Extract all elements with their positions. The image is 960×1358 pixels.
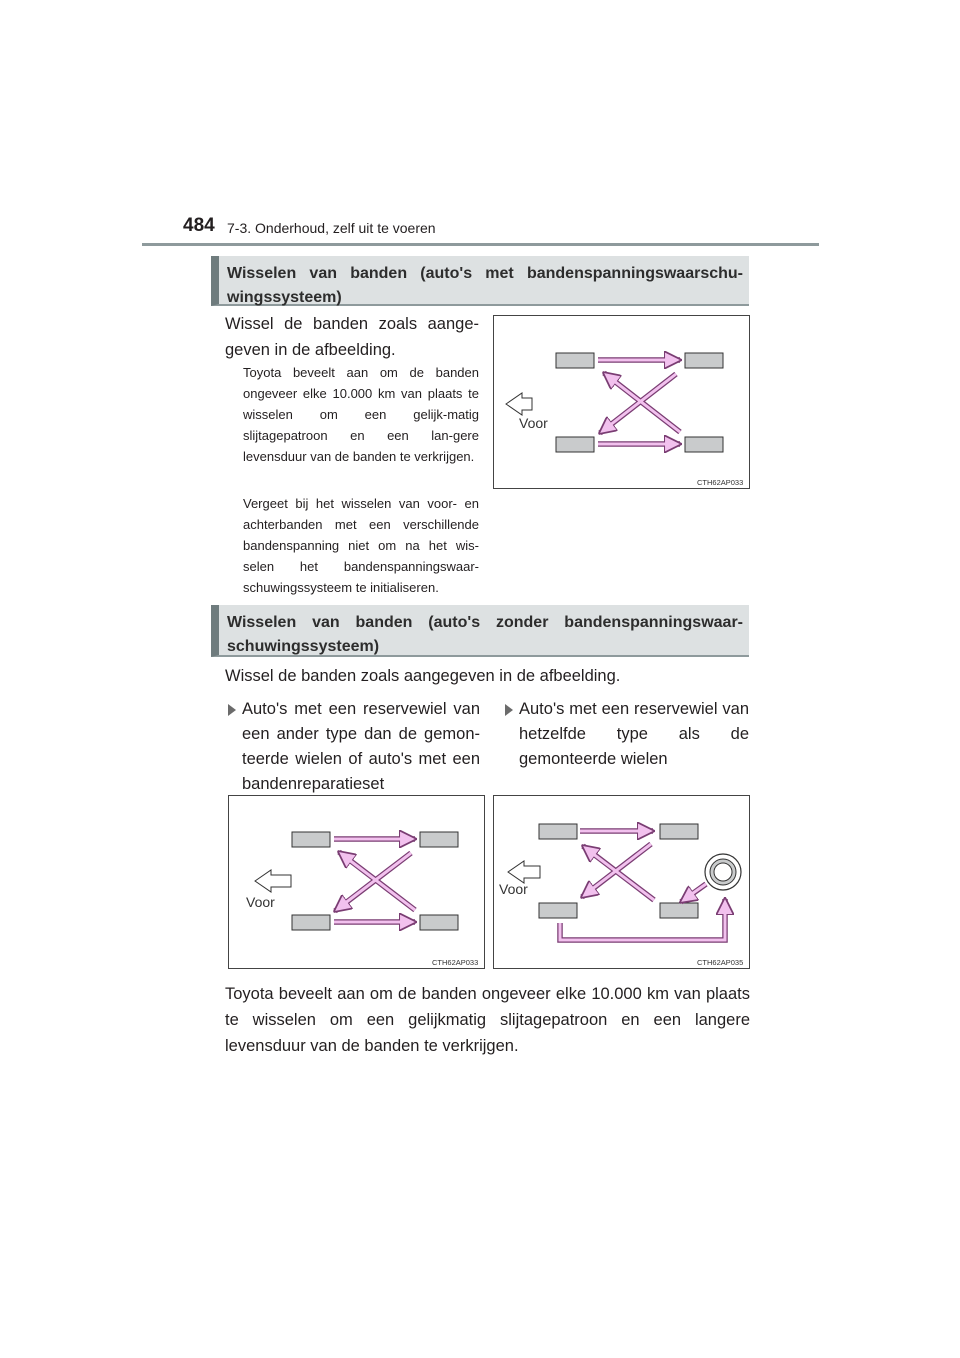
- section-heading-without-tpms: Wisselen van banden (auto's zonder bandenspanningswaar-schuwingssysteem): [211, 605, 749, 657]
- tire-front-right: [660, 824, 698, 839]
- section1-note-interval: Toyota beveelt aan om de banden ongeveer elke 10.000 km van plaats te wisselen om een gelijk-matig slijtagepatroon en een lan-gere levensduur van de banden te verkrijgen.: [243, 365, 479, 464]
- section2-intro: Wissel de banden zoals aangegeven in de afbeelding.: [225, 667, 621, 685]
- section1-intro: Wissel de banden zoals aange-geven in de afbeelding.: [225, 315, 479, 359]
- tire-rear-left: [539, 903, 577, 918]
- bullet-triangle-icon: [505, 704, 513, 716]
- rotation-diagram-tpms: [493, 315, 750, 489]
- tire-front-left: [539, 824, 577, 839]
- tire-rear-right: [420, 915, 458, 930]
- chapter-title: 7-3. Onderhoud, zelf uit te voeren: [227, 220, 436, 236]
- figure-code: CTH62AP035: [697, 958, 744, 967]
- tire-front-right: [685, 353, 723, 368]
- figure-code: CTH62AP033: [432, 958, 479, 967]
- section-heading-with-tpms: Wisselen van banden (auto's met bandenspanningswaarschu-wingssysteem): [211, 256, 749, 306]
- tire-rear-right: [660, 903, 698, 918]
- tire-front-right: [420, 832, 458, 847]
- rotation-diagram-different-spare: [228, 795, 485, 969]
- tire-rear-left: [292, 915, 330, 930]
- rotation-diagram-same-spare: [493, 795, 750, 969]
- tire-front-left: [556, 353, 594, 368]
- section2-closing: Toyota beveelt aan om de banden ongeveer elke 10.000 km van plaats te wisselen om een gelijkmatig slijtagepatroon en een langere levensduur van de banden te verkrijgen.: [225, 985, 750, 1055]
- tire-front-left: [292, 832, 330, 847]
- tire-rear-right: [685, 437, 723, 452]
- front-direction-arrow-icon: [506, 393, 532, 415]
- figure-code: CTH62AP033: [697, 478, 744, 487]
- section1-note-tpms: Vergeet bij het wisselen van voor- en achterbanden met een verschillende bandenspanning niet om na het wis-selen het bandenspanningswaar-schuwingssysteem te initialiseren.: [243, 496, 479, 595]
- option-same-spare: Auto's met een reservewiel van hetzelfde type als de gemonteerde wielen: [505, 697, 749, 772]
- bullet-triangle-icon: [228, 704, 236, 716]
- header-rule: [142, 243, 819, 246]
- front-direction-arrow-icon: [255, 870, 291, 892]
- spare-wheel-icon: [705, 854, 741, 890]
- front-label: Voor: [246, 894, 275, 910]
- front-label: Voor: [519, 415, 548, 431]
- front-direction-arrow-icon: [508, 861, 540, 883]
- page-number: 484: [183, 215, 215, 236]
- tire-rear-left: [556, 437, 594, 452]
- option-different-spare: Auto's met een reservewiel van een ander type dan de gemon-teerde wielen of auto's met een bandenreparatieset: [228, 697, 480, 797]
- front-label: Voor: [499, 881, 528, 897]
